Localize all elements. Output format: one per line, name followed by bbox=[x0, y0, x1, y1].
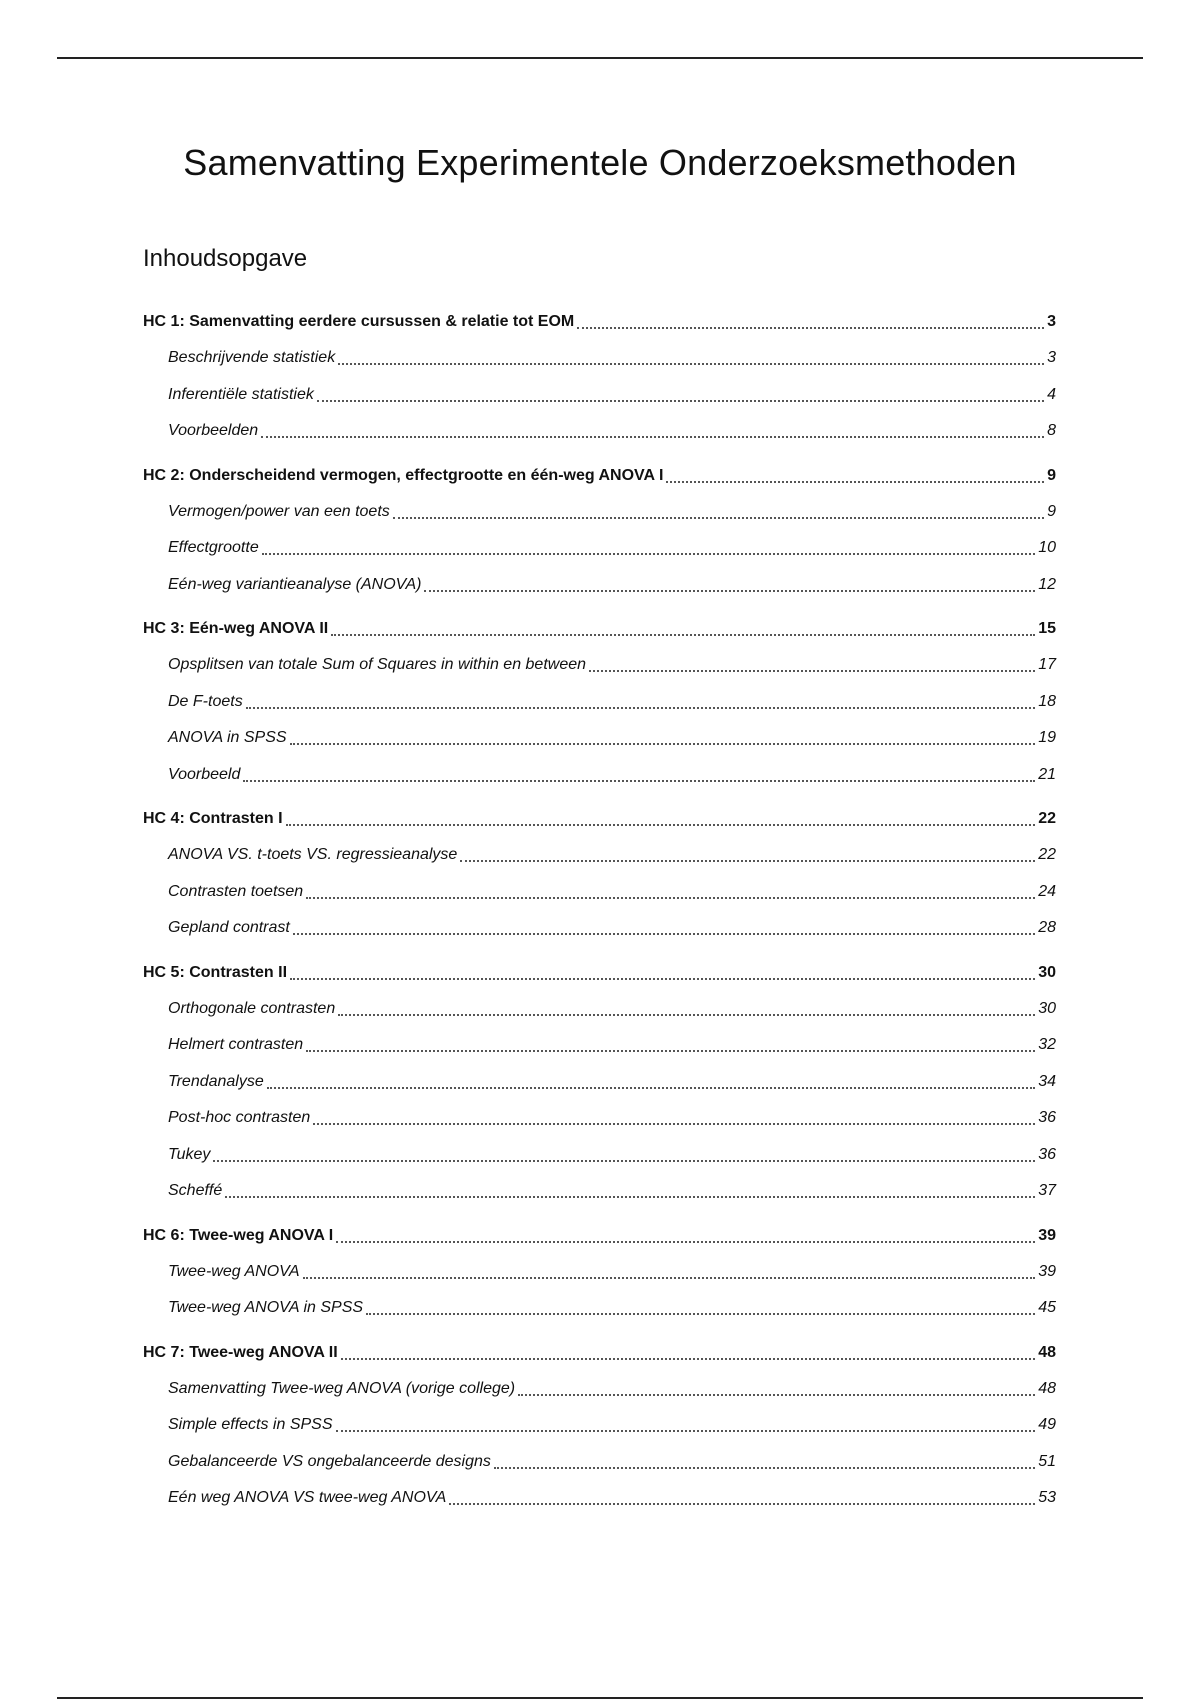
toc-subsection-entry-label: Vermogen/power van een toets bbox=[168, 502, 390, 520]
toc-subsection-entry-page-number: 24 bbox=[1038, 882, 1056, 900]
dot-leader bbox=[261, 436, 1044, 438]
toc-section bbox=[143, 458, 1056, 604]
toc-chapter-entry[interactable] bbox=[143, 1335, 1056, 1371]
footer-rule bbox=[57, 1697, 1143, 1699]
toc-subsection-entry[interactable] bbox=[143, 1027, 1056, 1064]
toc-subsection-entry[interactable] bbox=[143, 340, 1056, 377]
toc-subsection-entry-page-number: 19 bbox=[1038, 729, 1056, 746]
toc-subsection-entry-label: ANOVA in SPSS bbox=[168, 729, 287, 746]
toc-subsection-entry-page-number: 36 bbox=[1038, 1109, 1056, 1126]
toc-section bbox=[143, 611, 1056, 793]
toc-subsection-entry-label: Helmert contrasten bbox=[168, 1036, 304, 1053]
toc-chapter-entry-page-number: 48 bbox=[1038, 1343, 1056, 1361]
toc-subsection-entry-label: Opsplitsen van totale Sum of Squares in within en between bbox=[168, 656, 587, 673]
toc-chapter-entry-page-number: 15 bbox=[1038, 620, 1056, 637]
toc-subsection-entry-page-number: 28 bbox=[1038, 919, 1056, 936]
dot-leader bbox=[336, 1430, 1036, 1432]
toc-subsection-entry-label: Post-hoc contrasten bbox=[168, 1109, 311, 1126]
toc-subsection-entry[interactable] bbox=[143, 647, 1056, 684]
toc-section bbox=[143, 801, 1056, 947]
toc-subsection-entry-page-number: 30 bbox=[1038, 999, 1056, 1017]
toc-chapter-entry-label: HC 4: Contrasten I bbox=[143, 810, 283, 827]
dot-leader bbox=[293, 933, 1035, 935]
header-rule bbox=[57, 57, 1143, 59]
document-title: Samenvatting Experimentele Onderzoeksmethoden bbox=[183, 142, 1017, 183]
dot-leader bbox=[317, 400, 1044, 402]
toc-subsection-entry-page-number: 18 bbox=[1038, 692, 1056, 710]
dot-leader bbox=[267, 1087, 1035, 1089]
dot-leader bbox=[577, 327, 1044, 329]
toc-subsection-entry-page-number: 22 bbox=[1038, 846, 1056, 863]
toc-subsection-entry-label: Eén weg ANOVA VS twee-weg ANOVA bbox=[168, 1489, 447, 1506]
toc-subsection-entry-page-number: 21 bbox=[1038, 765, 1056, 783]
toc-subsection-entry[interactable] bbox=[143, 1137, 1056, 1174]
dot-leader bbox=[246, 707, 1036, 709]
dot-leader bbox=[331, 634, 1035, 636]
toc-subsection-entry-label: Orthogonale contrasten bbox=[168, 999, 336, 1017]
dot-leader bbox=[449, 1503, 1035, 1505]
dot-leader bbox=[589, 670, 1035, 672]
dot-leader bbox=[303, 1277, 1036, 1279]
toc-chapter-entry[interactable] bbox=[143, 304, 1056, 340]
table-of-contents bbox=[143, 304, 1056, 1525]
dot-leader bbox=[366, 1313, 1035, 1315]
dot-leader bbox=[336, 1241, 1035, 1243]
toc-subsection-entry[interactable] bbox=[143, 910, 1056, 947]
toc-chapter-entry[interactable] bbox=[143, 1218, 1056, 1254]
toc-subsection-entry[interactable] bbox=[143, 757, 1056, 794]
dot-leader bbox=[290, 978, 1035, 980]
dot-leader bbox=[338, 1014, 1035, 1016]
toc-chapter-entry-label: HC 3: Eén-weg ANOVA II bbox=[143, 620, 329, 637]
toc-subsection-entry-label: Twee-weg ANOVA in SPSS bbox=[168, 1299, 364, 1316]
toc-chapter-entry-page-number: 22 bbox=[1038, 810, 1056, 827]
toc-chapter-entry-label: HC 6: Twee-weg ANOVA I bbox=[143, 1226, 334, 1244]
toc-subsection-entry-label: Voorbeeld bbox=[168, 765, 241, 783]
toc-subsection-entry-page-number: 3 bbox=[1047, 349, 1056, 366]
dot-leader bbox=[518, 1394, 1035, 1396]
toc-subsection-entry[interactable] bbox=[143, 720, 1056, 757]
dot-leader bbox=[341, 1358, 1036, 1360]
dot-leader bbox=[290, 743, 1036, 745]
toc-chapter-entry[interactable] bbox=[143, 458, 1056, 494]
dot-leader bbox=[338, 363, 1044, 365]
toc-subsection-entry-page-number: 17 bbox=[1038, 656, 1056, 673]
dot-leader bbox=[286, 824, 1036, 826]
toc-subsection-entry-page-number: 8 bbox=[1047, 422, 1056, 439]
toc-subsection-entry-label: Samenvatting Twee-weg ANOVA (vorige college) bbox=[168, 1379, 516, 1397]
toc-subsection-entry[interactable] bbox=[143, 837, 1056, 874]
toc-subsection-entry[interactable] bbox=[143, 377, 1056, 414]
toc-subsection-entry[interactable] bbox=[143, 1173, 1056, 1210]
dot-leader bbox=[243, 780, 1035, 782]
toc-subsection-entry-label: ANOVA VS. t-toets VS. regressieanalyse bbox=[168, 846, 458, 863]
toc-section bbox=[143, 304, 1056, 450]
toc-chapter-entry[interactable] bbox=[143, 611, 1056, 647]
dot-leader bbox=[666, 481, 1044, 483]
toc-subsection-entry-page-number: 48 bbox=[1038, 1379, 1056, 1397]
toc-chapter-entry-label: HC 5: Contrasten II bbox=[143, 963, 288, 981]
toc-subsection-entry-page-number: 9 bbox=[1047, 502, 1056, 520]
toc-section bbox=[143, 955, 1056, 1210]
toc-subsection-entry-label: Twee-weg ANOVA bbox=[168, 1262, 300, 1280]
toc-subsection-entry-label: Inferentiële statistiek bbox=[168, 385, 314, 403]
toc-subsection-entry[interactable] bbox=[143, 567, 1056, 604]
toc-subsection-entry[interactable] bbox=[143, 1290, 1056, 1327]
dot-leader bbox=[306, 1050, 1035, 1052]
toc-subsection-entry-label: Gebalanceerde VS ongebalanceerde designs bbox=[168, 1452, 491, 1470]
toc-subsection-entry-label: Effectgrootte bbox=[168, 539, 259, 556]
toc-subsection-entry-page-number: 49 bbox=[1038, 1416, 1056, 1433]
toc-chapter-entry-label: HC 7: Twee-weg ANOVA II bbox=[143, 1343, 338, 1361]
toc-subsection-entry[interactable] bbox=[143, 991, 1056, 1028]
toc-subsection-entry-label: Contrasten toetsen bbox=[168, 882, 304, 900]
toc-subsection-entry[interactable] bbox=[143, 530, 1056, 567]
toc-subsection-entry-page-number: 45 bbox=[1038, 1299, 1056, 1316]
toc-subsection-entry-page-number: 34 bbox=[1038, 1072, 1056, 1090]
toc-chapter-entry-page-number: 9 bbox=[1047, 466, 1056, 484]
dot-leader bbox=[393, 517, 1044, 519]
toc-subsection-entry-label: Eén-weg variantieanalyse (ANOVA) bbox=[168, 575, 422, 593]
dot-leader bbox=[313, 1123, 1035, 1125]
toc-chapter-entry-page-number: 39 bbox=[1038, 1226, 1056, 1244]
toc-subsection-entry-page-number: 39 bbox=[1038, 1262, 1056, 1280]
toc-chapter-entry[interactable] bbox=[143, 955, 1056, 991]
toc-subsection-entry[interactable] bbox=[143, 1407, 1056, 1444]
dot-leader bbox=[494, 1467, 1035, 1469]
toc-subsection-entry-page-number: 12 bbox=[1038, 575, 1056, 593]
toc-subsection-entry-label: Simple effects in SPSS bbox=[168, 1416, 333, 1433]
toc-subsection-entry[interactable] bbox=[143, 1254, 1056, 1291]
toc-chapter-entry-label: HC 2: Onderscheidend vermogen, effectgrootte en één-weg ANOVA I bbox=[143, 466, 664, 484]
toc-subsection-entry[interactable] bbox=[143, 413, 1056, 450]
toc-chapter-entry-label: HC 1: Samenvatting eerdere cursussen & relatie tot EOM bbox=[143, 313, 575, 330]
toc-subsection-entry[interactable] bbox=[143, 1444, 1056, 1481]
dot-leader bbox=[424, 590, 1035, 592]
toc-subsection-entry-page-number: 37 bbox=[1038, 1182, 1056, 1199]
toc-subsection-entry-label: Scheffé bbox=[168, 1182, 223, 1199]
toc-section bbox=[143, 1218, 1056, 1327]
toc-chapter-entry-page-number: 3 bbox=[1047, 313, 1056, 330]
toc-subsection-entry[interactable] bbox=[143, 684, 1056, 721]
toc-subsection-entry-page-number: 4 bbox=[1047, 385, 1056, 403]
toc-subsection-entry-page-number: 32 bbox=[1038, 1036, 1056, 1053]
toc-subsection-entry-page-number: 36 bbox=[1038, 1145, 1056, 1163]
toc-subsection-entry-label: Trendanalyse bbox=[168, 1072, 264, 1090]
toc-subsection-entry[interactable] bbox=[143, 1480, 1056, 1517]
toc-heading: Inhoudsopgave bbox=[143, 245, 308, 272]
toc-chapter-entry[interactable] bbox=[143, 801, 1056, 837]
toc-subsection-entry[interactable] bbox=[143, 494, 1056, 531]
toc-subsection-entry-label: Voorbeelden bbox=[168, 422, 259, 439]
dot-leader bbox=[225, 1196, 1035, 1198]
toc-subsection-entry[interactable] bbox=[143, 1100, 1056, 1137]
toc-subsection-entry[interactable] bbox=[143, 874, 1056, 911]
toc-subsection-entry-label: De F-toets bbox=[168, 692, 243, 710]
dot-leader bbox=[460, 860, 1035, 862]
toc-subsection-entry[interactable] bbox=[143, 1064, 1056, 1101]
toc-section bbox=[143, 1335, 1056, 1517]
toc-subsection-entry-label: Beschrijvende statistiek bbox=[168, 349, 336, 366]
dot-leader bbox=[213, 1160, 1035, 1162]
toc-subsection-entry-label: Gepland contrast bbox=[168, 919, 290, 936]
dot-leader bbox=[262, 553, 1035, 555]
toc-subsection-entry-page-number: 53 bbox=[1038, 1489, 1056, 1506]
toc-chapter-entry-page-number: 30 bbox=[1038, 963, 1056, 981]
toc-subsection-entry-label: Tukey bbox=[168, 1145, 211, 1163]
toc-subsection-entry[interactable] bbox=[143, 1371, 1056, 1408]
dot-leader bbox=[306, 897, 1035, 899]
toc-subsection-entry-page-number: 10 bbox=[1038, 539, 1056, 556]
toc-subsection-entry-page-number: 51 bbox=[1038, 1452, 1056, 1470]
